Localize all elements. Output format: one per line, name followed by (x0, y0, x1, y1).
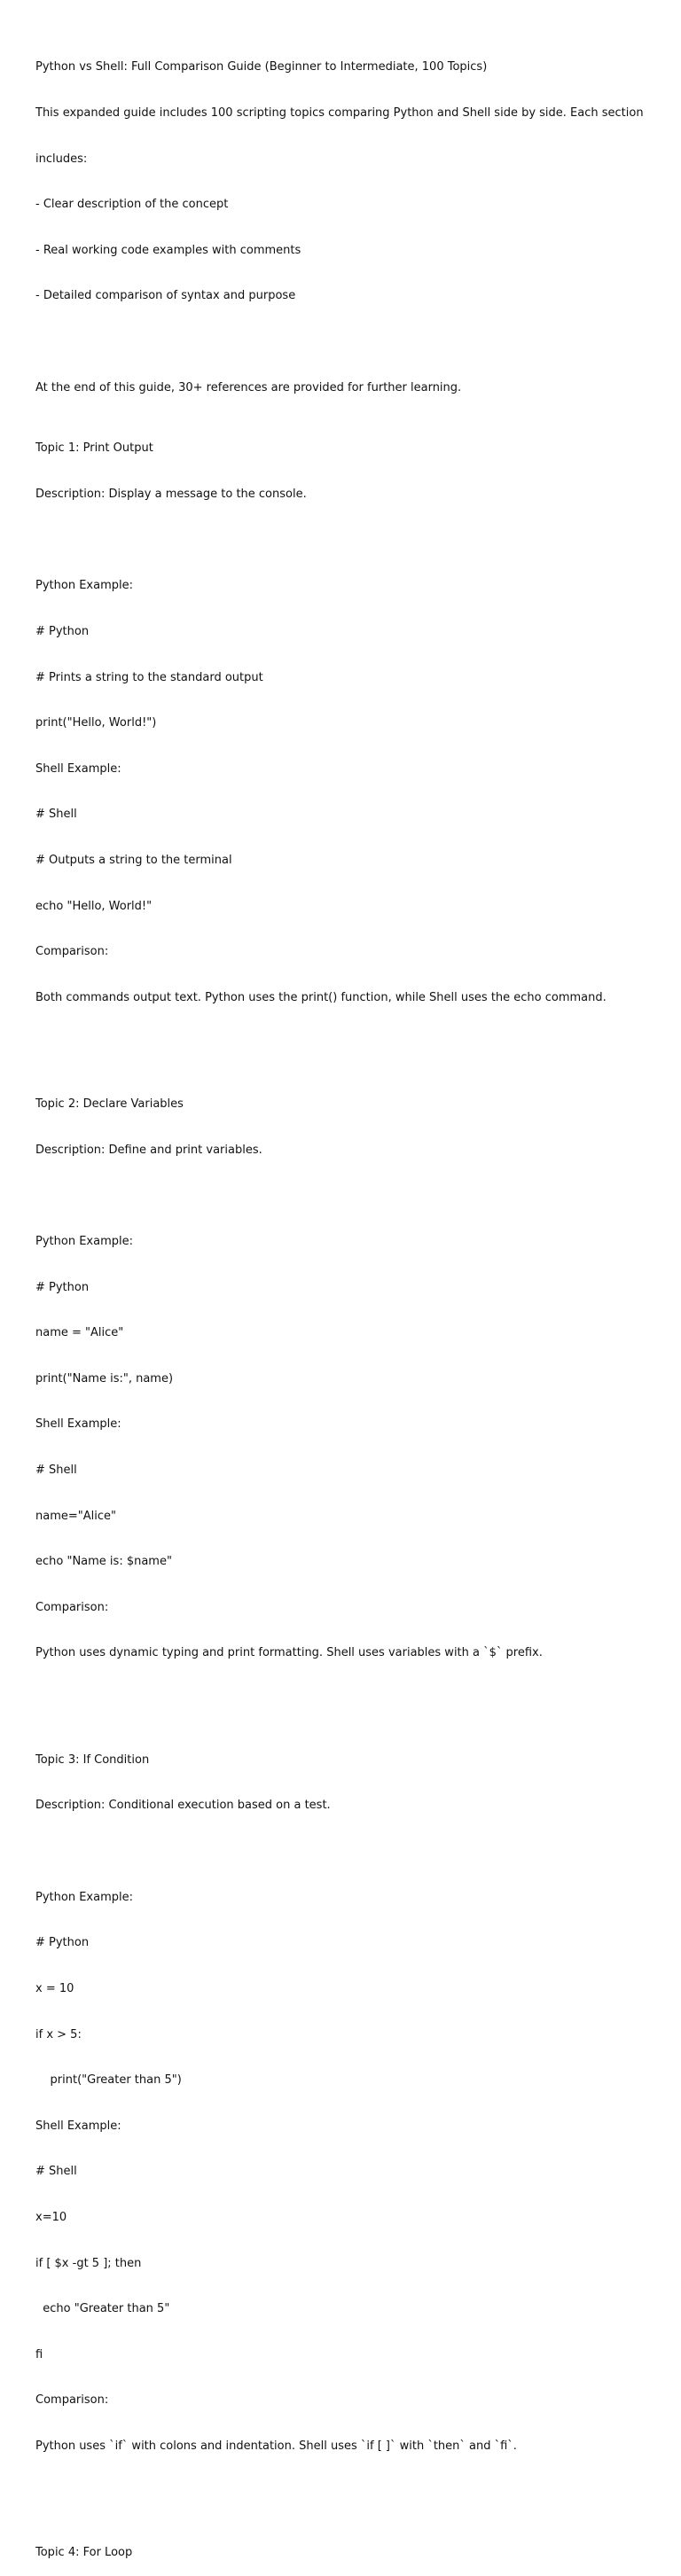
topic-heading: Topic 2: Declare Variables (35, 1097, 184, 1112)
shell-example-label: Shell Example: (35, 2119, 121, 2133)
shell-example-label: Shell Example: (35, 761, 121, 776)
code-line: print("Name is:", name) (35, 1371, 174, 1386)
code-line: # Shell (35, 808, 77, 822)
topic-heading: Topic 4: For Loop (35, 2546, 133, 2560)
code-line: if x > 5: (35, 2027, 82, 2041)
code-line: # Python (35, 1280, 90, 1294)
topic-heading: Topic 3: If Condition (35, 1752, 150, 1767)
shell-example-label: Shell Example: (35, 1417, 121, 1432)
topic-description: Description: Conditional execution based on a test. (35, 1799, 331, 1813)
code-line: # Python (35, 1936, 90, 1950)
code-line: # Python (35, 624, 90, 638)
code-line: echo "Hello, World!" (35, 899, 153, 913)
comparison-text: Python uses dynamic typing and print formatting. Shell uses variables with a `$` prefix. (35, 1646, 543, 1660)
comparison-label: Comparison: (35, 945, 109, 959)
references-note: At the end of this guide, 30+ references are provided for further learning. (35, 380, 462, 394)
blank-line (35, 1188, 656, 1203)
topic-heading: Topic 1: Print Output (35, 441, 153, 456)
code-line: echo "Greater than 5" (35, 2302, 170, 2316)
document-title: Python vs Shell: Full Comparison Guide (Beginner to Intermediate, 100 Topics) (35, 60, 488, 74)
blank-line (35, 1844, 656, 1859)
intro-bullet: - Clear description of the concept (35, 198, 229, 212)
code-line: fi (35, 2347, 43, 2361)
code-line: print("Hello, World!") (35, 716, 157, 730)
topic-description: Description: Display a message to the console. (35, 488, 307, 502)
blank-line (35, 533, 656, 548)
comparison-text: Both commands output text. Python uses the print() function, while Shell uses the echo command. (35, 990, 607, 1004)
intro-text: includes: (35, 152, 88, 166)
code-line: echo "Name is: $name" (35, 1555, 172, 1569)
blank-line (35, 2485, 656, 2500)
code-line: if [ $x -gt 5 ]; then (35, 2256, 142, 2270)
blank-line (35, 334, 656, 349)
document-page (35, 29, 656, 2576)
python-example-label: Python Example: (35, 1234, 133, 1248)
intro-bullet: - Real working code examples with comments (35, 243, 301, 257)
comparison-label: Comparison: (35, 2393, 109, 2408)
python-example-label: Python Example: (35, 579, 133, 593)
code-line: # Shell (35, 1464, 77, 1478)
code-line: x = 10 (35, 1981, 74, 1995)
blank-line (35, 1035, 656, 1050)
comparison-label: Comparison: (35, 1600, 109, 1614)
code-line: # Shell (35, 2165, 77, 2179)
comparison-text: Python uses `if` with colons and indentation. Shell uses `if [ ]` with `then` and `fi`. (35, 2439, 517, 2453)
code-line: name="Alice" (35, 1509, 116, 1523)
intro-bullet: - Detailed comparison of syntax and purpose (35, 289, 296, 303)
code-line: # Prints a string to the standard output (35, 670, 263, 684)
code-line: # Outputs a string to the terminal (35, 853, 232, 867)
intro-text: This expanded guide includes 100 scripting topics comparing Python and Shell side by side. Each section (35, 106, 644, 121)
python-example-label: Python Example: (35, 1890, 133, 1904)
code-line: print("Greater than 5") (35, 2073, 182, 2088)
blank-line (35, 1691, 656, 1706)
code-line: name = "Alice" (35, 1326, 124, 1340)
code-line: x=10 (35, 2210, 67, 2224)
topic-description: Description: Define and print variables. (35, 1143, 262, 1157)
